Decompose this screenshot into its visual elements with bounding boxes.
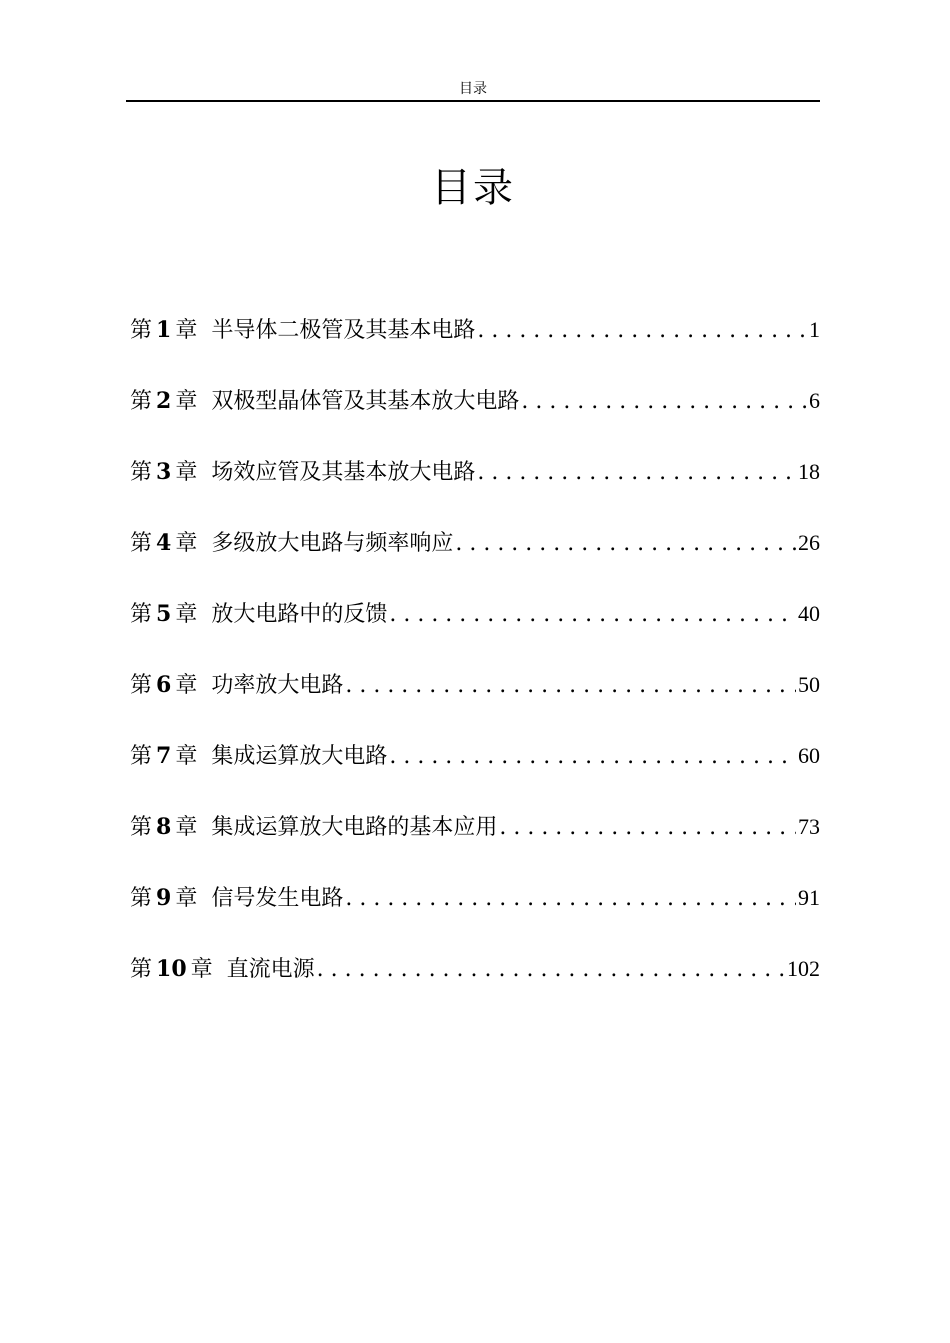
chapter-suffix: 章 bbox=[175, 318, 198, 343]
toc-entry-chapter-9[interactable] bbox=[130, 880, 820, 951]
page-number: 102 bbox=[787, 956, 820, 981]
toc-entry-chapter-4[interactable] bbox=[130, 525, 820, 596]
chapter-prefix: 第 bbox=[130, 389, 153, 414]
dot-leader bbox=[499, 810, 796, 846]
chapter-number: 6 bbox=[156, 672, 172, 698]
dot-leader bbox=[455, 526, 796, 562]
chapter-number: 10 bbox=[156, 956, 187, 982]
chapter-number: 1 bbox=[156, 317, 172, 343]
toc-entry-chapter-8[interactable] bbox=[130, 809, 820, 880]
toc-entry-chapter-2[interactable] bbox=[130, 383, 820, 454]
chapter-suffix: 章 bbox=[175, 602, 198, 627]
chapter-suffix: 章 bbox=[175, 531, 198, 556]
chapter-prefix: 第 bbox=[130, 673, 153, 698]
page-number: 91 bbox=[798, 885, 820, 910]
table-of-contents bbox=[130, 312, 820, 1022]
chapter-title: 功率放大电路 bbox=[211, 673, 344, 698]
chapter-suffix: 章 bbox=[175, 886, 198, 911]
dot-leader bbox=[389, 739, 796, 775]
page-number: 40 bbox=[798, 601, 820, 626]
chapter-suffix: 章 bbox=[175, 673, 198, 698]
chapter-number: 4 bbox=[156, 530, 172, 556]
toc-entry-chapter-3[interactable] bbox=[130, 454, 820, 525]
chapter-suffix: 章 bbox=[175, 744, 198, 769]
chapter-title: 集成运算放大电路 bbox=[211, 744, 388, 769]
dot-leader bbox=[345, 881, 796, 917]
chapter-number: 7 bbox=[156, 743, 172, 769]
toc-entry-chapter-6[interactable] bbox=[130, 667, 820, 738]
chapter-title: 信号发生电路 bbox=[211, 886, 344, 911]
chapter-suffix: 章 bbox=[175, 389, 198, 414]
header-rule bbox=[126, 100, 820, 102]
chapter-prefix: 第 bbox=[130, 957, 153, 982]
chapter-prefix: 第 bbox=[130, 531, 153, 556]
chapter-prefix: 第 bbox=[130, 744, 153, 769]
chapter-title: 双极型晶体管及其基本放大电路 bbox=[211, 389, 520, 414]
chapter-number: 2 bbox=[156, 388, 172, 414]
toc-entry-chapter-1[interactable] bbox=[130, 312, 820, 383]
chapter-suffix: 章 bbox=[175, 815, 198, 840]
chapter-suffix: 章 bbox=[175, 460, 198, 485]
chapter-prefix: 第 bbox=[130, 815, 153, 840]
page-number: 60 bbox=[798, 743, 820, 768]
page-number: 50 bbox=[798, 672, 820, 697]
running-header: 目录 bbox=[459, 81, 487, 97]
page-number: 6 bbox=[809, 388, 820, 413]
dot-leader bbox=[345, 668, 796, 704]
chapter-title: 多级放大电路与频率响应 bbox=[211, 531, 454, 556]
page-number: 1 bbox=[809, 317, 820, 342]
dot-leader bbox=[521, 384, 807, 420]
chapter-number: 9 bbox=[156, 885, 172, 911]
dot-leader bbox=[389, 597, 796, 633]
page-title: 目录 bbox=[431, 165, 515, 211]
dot-leader bbox=[477, 313, 807, 349]
chapter-number: 3 bbox=[156, 459, 172, 485]
dot-leader bbox=[317, 952, 785, 988]
toc-entry-chapter-7[interactable] bbox=[130, 738, 820, 809]
chapter-title: 放大电路中的反馈 bbox=[211, 602, 388, 627]
chapter-number: 5 bbox=[156, 601, 172, 627]
chapter-title: 直流电源 bbox=[226, 957, 315, 982]
chapter-prefix: 第 bbox=[130, 602, 153, 627]
chapter-title: 场效应管及其基本放大电路 bbox=[211, 460, 476, 485]
page-number: 26 bbox=[798, 530, 820, 555]
chapter-prefix: 第 bbox=[130, 318, 153, 343]
page-number: 73 bbox=[798, 814, 820, 839]
chapter-suffix: 章 bbox=[190, 957, 213, 982]
chapter-title: 半导体二极管及其基本电路 bbox=[211, 318, 476, 343]
toc-entry-chapter-5[interactable] bbox=[130, 596, 820, 667]
dot-leader bbox=[477, 455, 796, 491]
chapter-title: 集成运算放大电路的基本应用 bbox=[211, 815, 498, 840]
chapter-prefix: 第 bbox=[130, 460, 153, 485]
page-number: 18 bbox=[798, 459, 820, 484]
chapter-number: 8 bbox=[156, 814, 172, 840]
toc-entry-chapter-10[interactable] bbox=[130, 951, 820, 1022]
chapter-prefix: 第 bbox=[130, 886, 153, 911]
